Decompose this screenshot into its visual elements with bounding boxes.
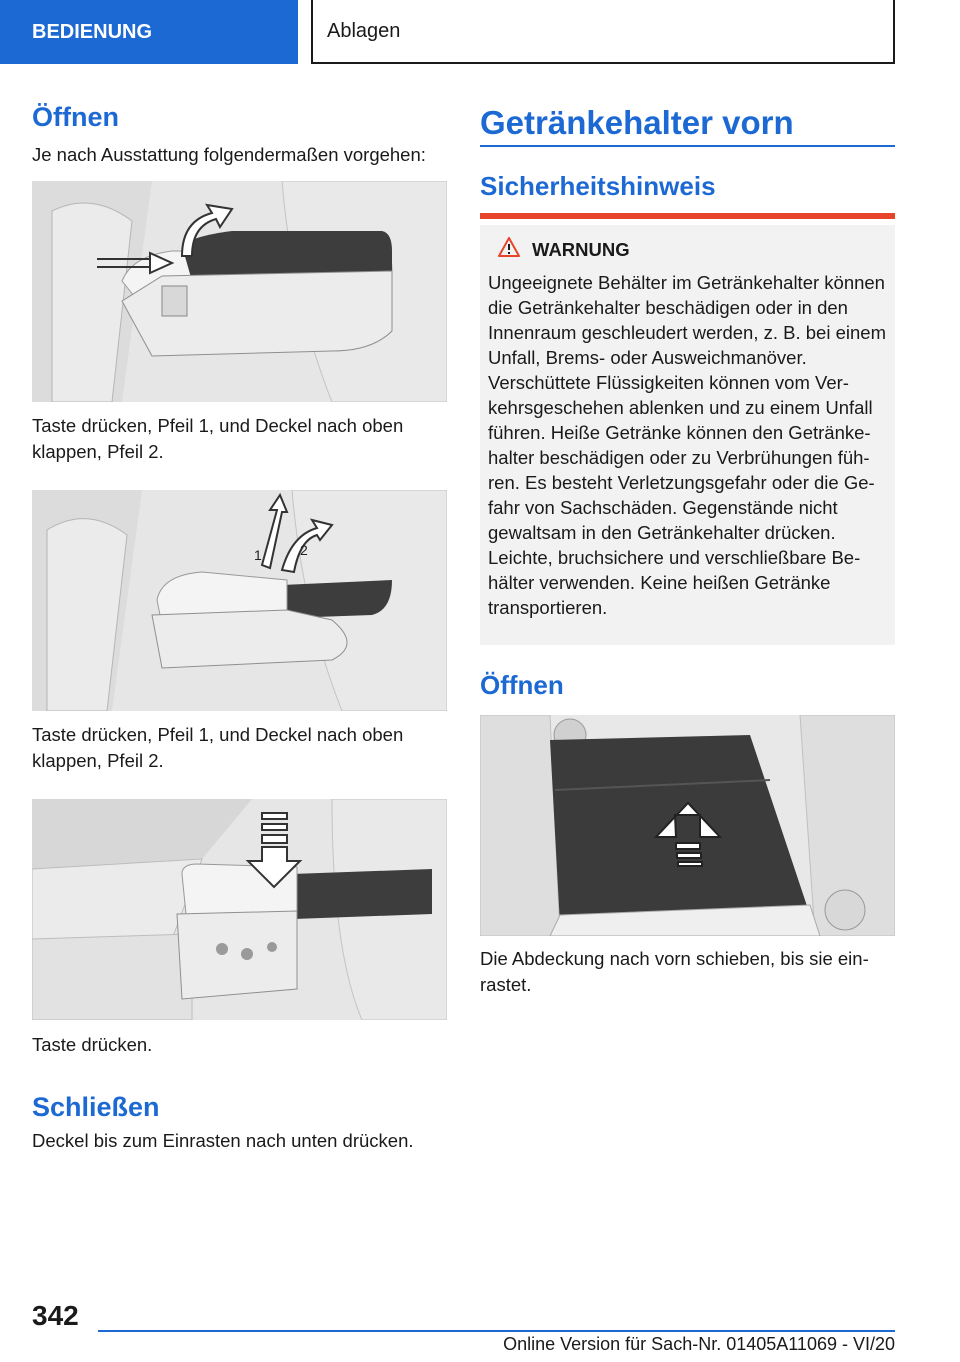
warning-label: WARNUNG [532,238,630,260]
open-heading-right: Öffnen [480,670,564,700]
caption-3: Taste drücken. [32,1034,153,1055]
title-rule [480,145,895,147]
armrest-photo-3 [32,799,447,1020]
page-title: Getränkehalter vorn [480,104,794,141]
armrest-photo-1 [32,181,447,402]
warning-box [480,225,895,645]
close-heading: Schließen [32,1092,160,1122]
section-tab: BEDIENUNG [0,0,298,64]
chapter-tab: Ablagen [311,0,895,64]
open-heading-left: Öffnen [32,102,119,132]
open-intro: Je nach Ausstattung folgendermaßen vorgehen: [32,144,426,165]
safety-heading: Sicherheitshinweis [480,171,716,201]
arrow-label-2: 2 [300,542,308,558]
cupholder-caption: Die Abdeckung nach vorn schieben, bis sie einrastet. [480,948,869,995]
warning-triangle-icon [498,237,520,262]
cupholder-photo [480,715,895,936]
page-number: 342 [32,1300,79,1331]
caption-1: Taste drücken, Pfeil 1, und Deckel nach oben klappen, Pfeil 2. [32,415,404,462]
warning-text: Ungeeignete Behälter im Getränkehalter können die Getränkehalter beschädigen oder in den Innenraum geschleudert werden, z. B. bei einem Unfall, Brems- oder Ausweichmanöver. Verschüttete Flüssigkeiten können vom Verkehrsgeschehen ablenken und zu einem Unfall führen. Heiße Getränke können den Getränkehalter beschädigen oder zu Verbrühungen führen. Es besteht Verletzungsgefahr oder die Gefahr von Sachschäden. Gegenstände nicht gewaltsam in den Getränkehalter drücken. Leichte, bruchsichere und verschließbare Behälter verwenden. Keine heißen Getränke transportieren. [488,272,886,618]
caption-2: Taste drücken, Pfeil 1, und Deckel nach oben klappen, Pfeil 2. [32,724,404,771]
close-text: Deckel bis zum Einrasten nach unten drücken. [32,1130,414,1151]
armrest-photo-2 [32,490,447,711]
warning-rule [480,213,895,219]
footer-online-version: Online Version für Sach-Nr. 01405A11069 - VI/20 [503,1334,895,1354]
arrow-label-1: 1 [254,547,262,563]
footer-rule [98,1330,895,1332]
